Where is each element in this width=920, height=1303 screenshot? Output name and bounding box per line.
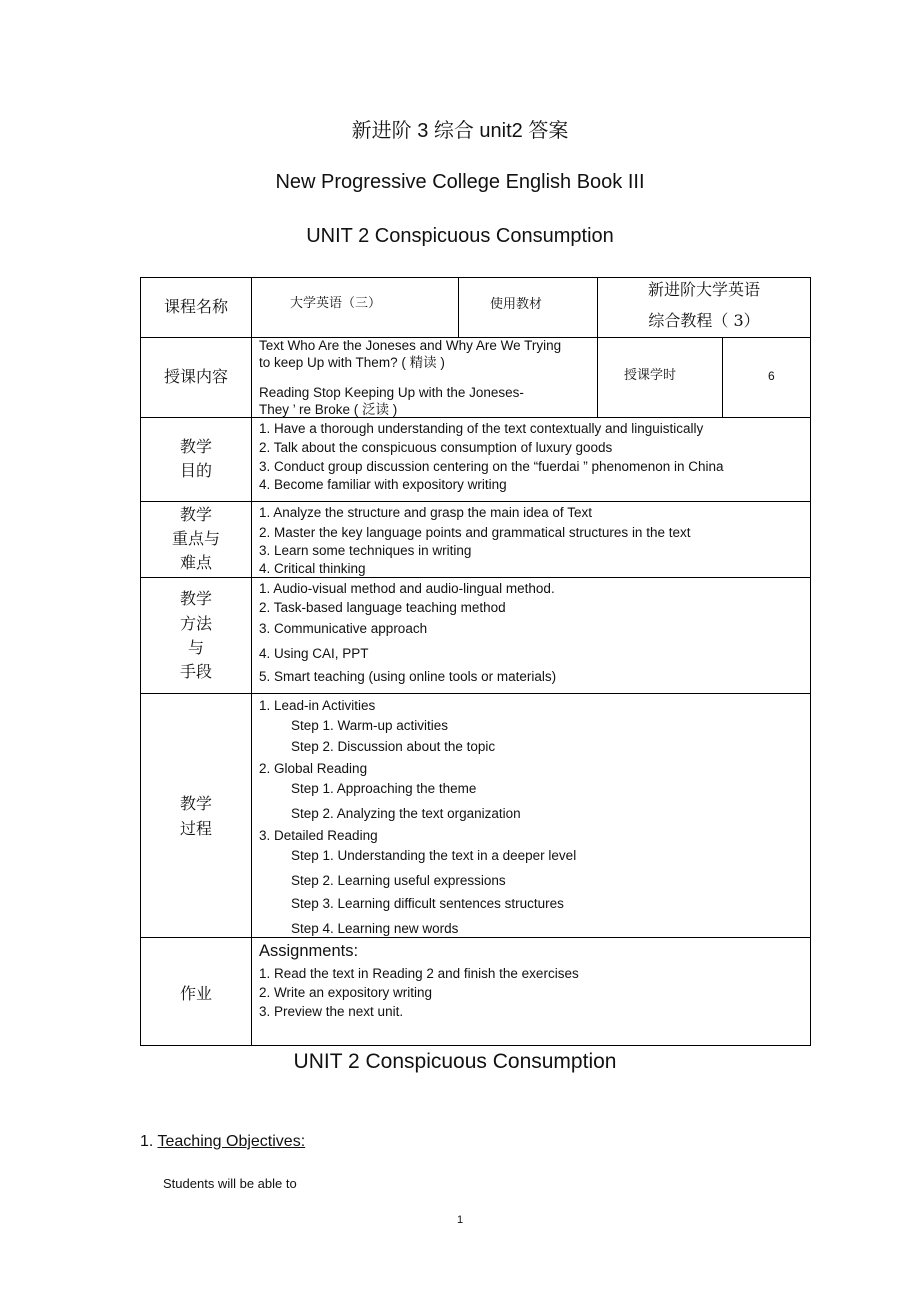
objective-item: 2. Talk about the conspicuous consumption of luxury goods <box>259 440 613 455</box>
methods-label-line2: 方法 <box>179 614 212 633</box>
objective-item: 3. Conduct group discussion centering on the “fuerdai ” phenomenon in China <box>259 459 724 474</box>
process-item: Step 1. Warm-up activities <box>291 718 449 733</box>
textbook-value-line1: 新进阶大学英语 <box>647 280 760 299</box>
method-item: 5. Smart teaching (using online tools or materials) <box>259 669 557 684</box>
process-item: 1. Lead-in Activities <box>259 698 376 713</box>
process-label-line2: 过程 <box>179 819 212 838</box>
objective-item: 1. Have a thorough understanding of the text contextually and linguistically <box>259 421 704 436</box>
process-item: Step 2. Discussion about the topic <box>291 739 496 754</box>
key-points-label-line2: 重点与 <box>171 529 220 548</box>
textbook-value-line2: 综合教程（ 3） <box>648 311 760 330</box>
objectives-label-line1: 教学 <box>179 437 212 456</box>
process-item: Step 1. Understanding the text in a deeper level <box>291 848 577 863</box>
section-heading-text: Teaching Objectives: <box>157 1133 306 1150</box>
key-point-item: 2. Master the key language points and grammatical structures in the text <box>259 525 691 540</box>
section-number: 1. <box>140 1133 158 1150</box>
teaching-hours-label: 授课学时 <box>624 368 677 383</box>
teaching-content-line3: Reading Stop Keeping Up with the Joneses- <box>259 385 524 400</box>
process-item: Step 3. Learning difficult sentences structures <box>291 896 564 911</box>
method-item: 4. Using CAI, PPT <box>259 646 369 661</box>
process-item: Step 2. Analyzing the text organization <box>291 806 521 821</box>
assignment-item: 1. Read the text in Reading 2 and finish the exercises <box>259 966 579 981</box>
process-item: 2. Global Reading <box>259 761 368 776</box>
methods-label-line3: 与 <box>187 638 204 657</box>
assignments-heading: Assignments: <box>259 942 359 960</box>
methods-label-line4: 手段 <box>179 662 212 681</box>
homework-label: 作业 <box>179 984 212 1003</box>
process-label-line1: 教学 <box>179 794 212 813</box>
objectives-label-line2: 目的 <box>179 461 212 480</box>
unit-title: UNIT 2 Conspicuous Consumption <box>306 225 614 247</box>
section-subtext: Students will be able to <box>163 1176 297 1191</box>
textbook-label: 使用教材 <box>490 297 543 312</box>
course-name-label: 课程名称 <box>163 297 228 316</box>
document-title: 新进阶 3 综合 unit2 答案 <box>351 120 569 142</box>
book-title: New Progressive College English Book III <box>275 171 645 193</box>
page-number: 1 <box>456 1214 464 1226</box>
key-point-item: 4. Critical thinking <box>259 561 366 576</box>
methods-label-line1: 教学 <box>179 589 212 608</box>
method-item: 2. Task-based language teaching method <box>259 600 506 615</box>
teaching-hours-value: 6 <box>768 369 775 383</box>
process-item: Step 4. Learning new words <box>291 921 459 936</box>
teaching-content-line1: Text Who Are the Joneses and Why Are We Trying <box>259 338 562 353</box>
process-item: 3. Detailed Reading <box>259 828 378 843</box>
teaching-content-line2: to keep Up with Them? ( 精读 ) <box>259 355 445 370</box>
key-point-item: 3. Learn some techniques in writing <box>259 543 472 558</box>
section-heading <box>140 1133 305 1151</box>
method-item: 1. Audio-visual method and audio-lingual method. <box>259 581 555 596</box>
objective-item: 4. Become familiar with expository writing <box>259 477 507 492</box>
teaching-content-line4: They ’ re Broke ( 泛读 ) <box>259 402 398 417</box>
assignment-item: 2. Write an expository writing <box>259 985 433 1000</box>
teaching-content-label: 授课内容 <box>163 367 228 386</box>
assignment-item: 3. Preview the next unit. <box>259 1004 404 1019</box>
course-name-value: 大学英语（三） <box>290 296 382 311</box>
method-item: 3. Communicative approach <box>259 621 428 636</box>
key-points-label-line1: 教学 <box>179 505 212 524</box>
unit-title-repeat: UNIT 2 Conspicuous Consumption <box>293 1050 617 1073</box>
process-item: Step 2. Learning useful expressions <box>291 873 506 888</box>
key-point-item: 1. Analyze the structure and grasp the main idea of Text <box>259 505 592 520</box>
key-points-label-line3: 难点 <box>179 553 212 572</box>
process-item: Step 1. Approaching the theme <box>291 781 477 796</box>
